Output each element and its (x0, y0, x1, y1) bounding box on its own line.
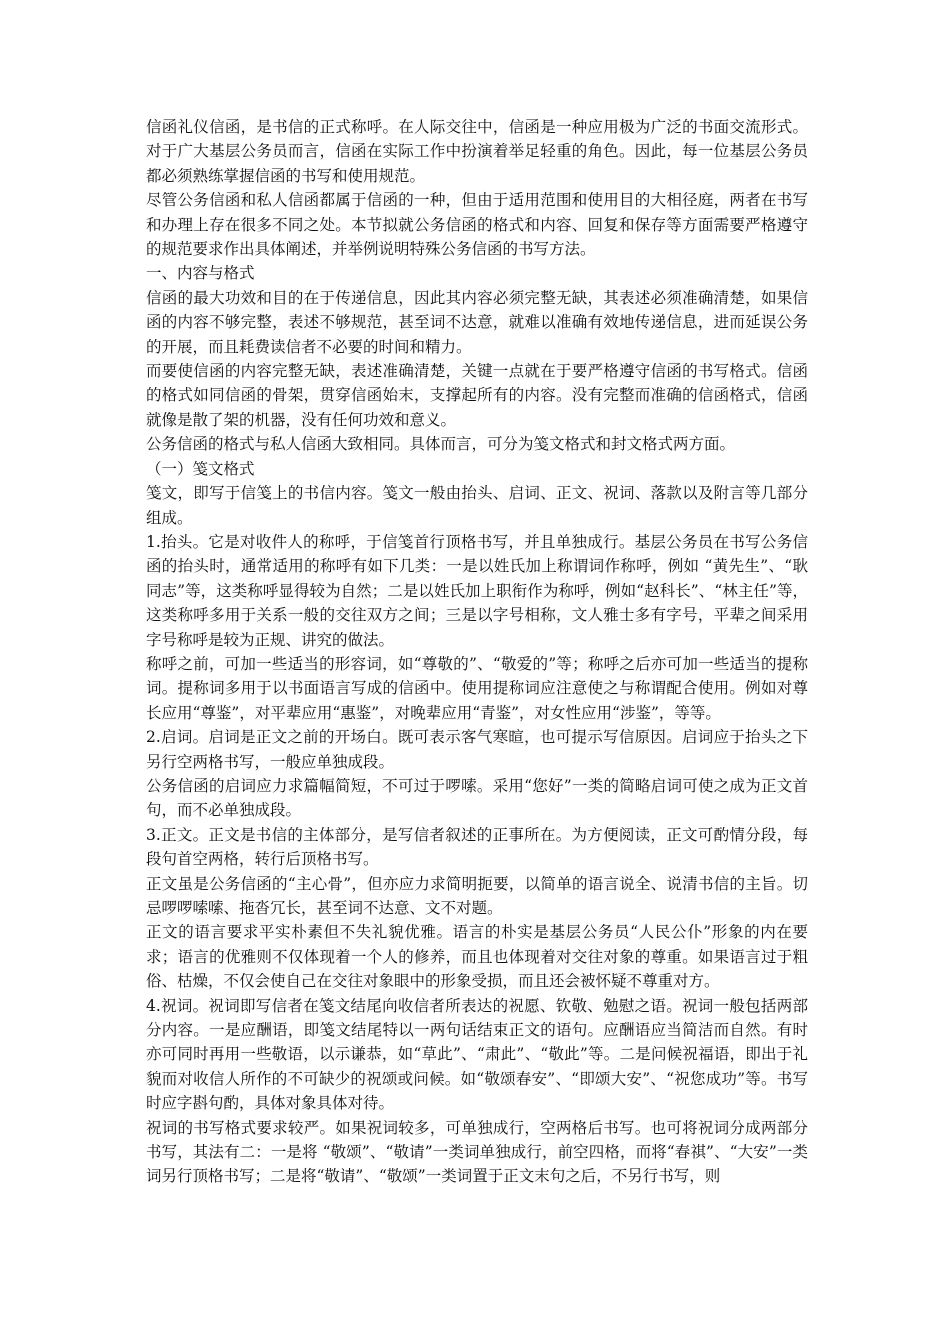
paragraph: 而要使信函的内容完整无缺，表述准确清楚，关键一点就在于要严格遵守信函的书写格式。信函的格式如同信函的骨架，贯穿信函始末，支撑起所有的内容。没有完整而准确的信函格式，信函就像是散了架的机器，没有任何功效和意义。 (146, 362, 808, 429)
subsection-heading: （一）笺文格式 (146, 459, 255, 478)
paragraph: 正文虽是公务信函的“主心骨”，但亦应力求简明扼要，以简单的语言说全、说清书信的主旨。切忌啰啰嗦嗦、拖沓冗长，甚至词不达意、文不对题。 (146, 874, 808, 917)
document-body (146, 115, 808, 1189)
paragraph: 1.抬头。它是对收件人的称呼，于信笺首行顶格书写，并且单独成行。基层公务员在书写公务信函的抬头时，通常适用的称呼有如下几类：一是以姓氏加上称谓词作称呼，例如 “黄先生”、“耿同志”等，这类称呼显得较为自然；二是以姓氏加上职衔作为称呼，例如“赵科长”、“林主任”等，这类称呼多用于关系一般的交往双方之间；三是以字号相称，文人雅士多有字号，平辈之间采用字号称呼是较为正规、讲究的做法。 (146, 532, 808, 649)
paragraph: 笺文，即写于信笺上的书信内容。笺文一般由抬头、启词、正文、祝词、落款以及附言等几部分组成。 (146, 484, 808, 527)
paragraph: 公务信函的格式与私人信函大致相同。具体而言，可分为笺文格式和封文格式两方面。 (146, 435, 736, 454)
paragraph: 尽管公务信函和私人信函都属于信函的一种，但由于适用范围和使用目的大相径庭，两者在书写和办理上存在很多不同之处。本节拟就公务信函的格式和内容、回复和保存等方面需要严格遵守的规范要求作出具体阐述，并举例说明特殊公务信函的书写方法。 (146, 191, 808, 259)
paragraph: 信函礼仪信函，是书信的正式称呼。在人际交往中，信函是一种应用极为广泛的书面交流形式。对于广大基层公务员而言，信函在实际工作中扮演着举足轻重的角色。因此，每一位基层公务员都必须熟练掌握信函的书写和使用规范。 (146, 118, 808, 185)
paragraph: 2.启词。启词是正文之前的开场白。既可表示客气寒暄，也可提示写信原因。启词应于抬头之下另行空两格书写，一般应单独成段。 (146, 728, 808, 771)
paragraph: 公务信函的启词应力求篇幅简短，不可过于啰嗦。采用“您好”一类的简略启词可使之成为正文首句，而不必单独成段。 (146, 776, 808, 820)
paragraph: 3.正文。正文是书信的主体部分，是写信者叙述的正事所在。为方便阅读，正文可酌情分段，每段句首空两格，转行后顶格书写。 (146, 825, 808, 869)
paragraph: 祝词的书写格式要求较严。如果祝词较多，可单独成行，空两格后书写。也可将祝词分成两部分书写，其法有二：一是将 “敬颂”、“敬请”一类词单独成行，前空四格，而将“春祺”、“大安”一类词另行顶格书写；二是将“敬请”、“敬颂”一类词置于正文末句之后，不另行书写，则 (146, 1118, 808, 1186)
section-heading: 一、内容与格式 (146, 264, 255, 283)
paragraph: 4.祝词。祝词即写信者在笺文结尾向收信者所表达的祝愿、钦敬、勉慰之语。祝词一般包括两部分内容。一是应酬语，即笺文结尾特以一两句话结束正文的语句。应酬语应当简洁而自然。有时亦可同时再用一些敬语，以示谦恭，如“草此”、“肃此”、“敬此”等。二是问候祝福语，即出于礼貌而对收信人所作的不可缺少的祝颂或问候。如“敬颂春安”、“即颂大安”、“祝您成功”等。书写时应字斟句酌，具体对象具体对待。 (146, 996, 808, 1113)
paragraph: 信函的最大功效和目的在于传递信息，因此其内容必须完整无缺，其表述必须准确清楚，如果信函的内容不够完整，表述不够规范，甚至词不达意，就难以准确有效地传递信息，进而延误公务的开展，而且耗费读信者不必要的时间和精力。 (146, 288, 808, 356)
paragraph: 正文的语言要求平实朴素但不失礼貌优雅。语言的朴实是基层公务员“人民公仆”形象的内在要求；语言的优雅则不仅体现着一个人的修养，而且也体现着对交往对象的尊重。如果语言过于粗俗、枯燥，不仅会使自己在交往对象眼中的形象受损，而且还会被怀疑不尊重对方。 (146, 923, 808, 991)
paragraph: 称呼之前，可加一些适当的形容词，如“尊敬的”、“敬爱的”等；称呼之后亦可加一些适当的提称词。提称词多用于以书面语言写成的信函中。使用提称词应注意使之与称谓配合使用。例如对尊长应用“尊鉴”，对平辈应用“惠鉴”，对晚辈应用“青鉴”，对女性应用“涉鉴”，等等。 (146, 654, 808, 722)
